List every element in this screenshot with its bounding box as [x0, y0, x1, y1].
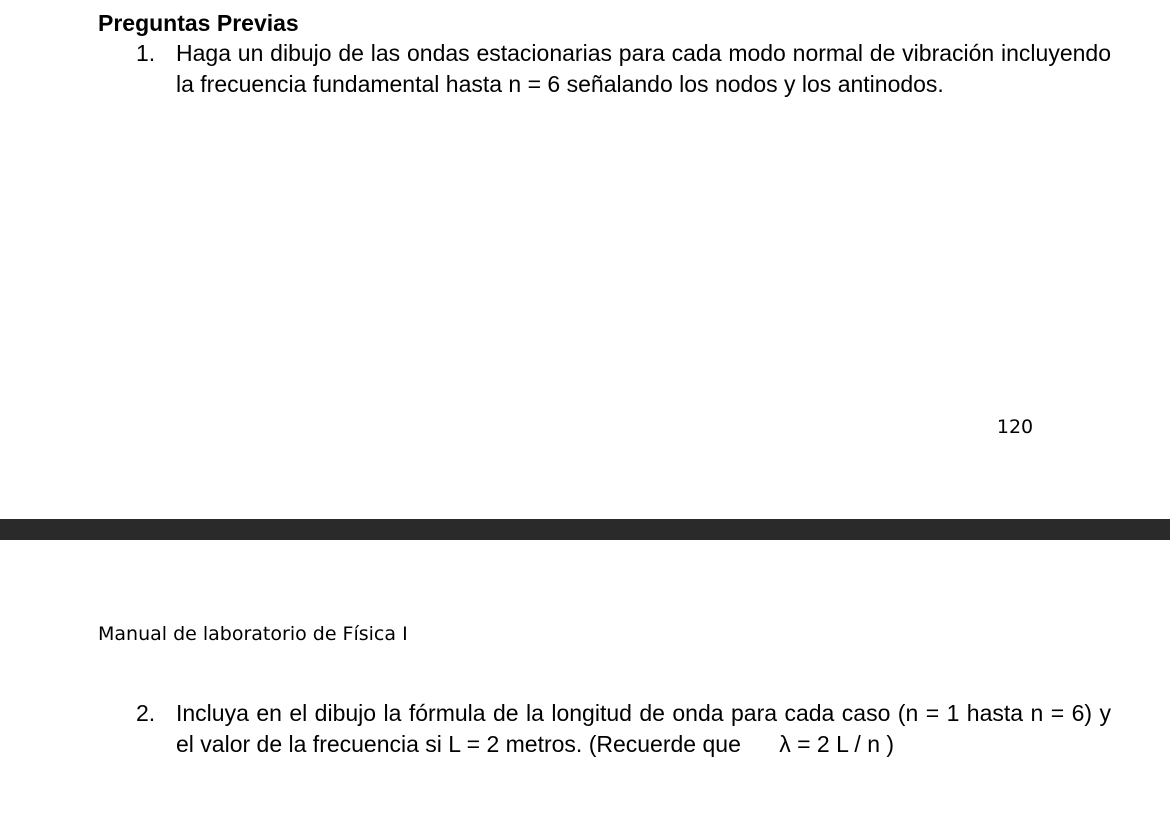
question-2-text: Incluya en el dibujo la fórmula de la longitud de onda para cada caso (n = 1 hasta n = 6) y el valor de la frecuencia si L = 2 metros. (Recuerde que λ = 2 L / n ) — [176, 700, 1118, 757]
section-title: Preguntas Previas — [98, 10, 299, 36]
running-header: Manual de laboratorio de Física I — [98, 623, 408, 645]
question-2 — [136, 698, 1118, 760]
question-1-number: 1. — [136, 40, 156, 66]
question-1 — [136, 38, 1111, 100]
question-1-text: Haga un dibujo de las ondas estacionarias para cada modo normal de vibración incluyendo la frecuencia fundamental hasta n = 6 señalando los nodos y los antinodos. — [176, 40, 1111, 97]
question-2-number: 2. — [136, 700, 156, 726]
page-break-divider — [0, 519, 1170, 540]
page-number: 120 — [996, 416, 1034, 438]
